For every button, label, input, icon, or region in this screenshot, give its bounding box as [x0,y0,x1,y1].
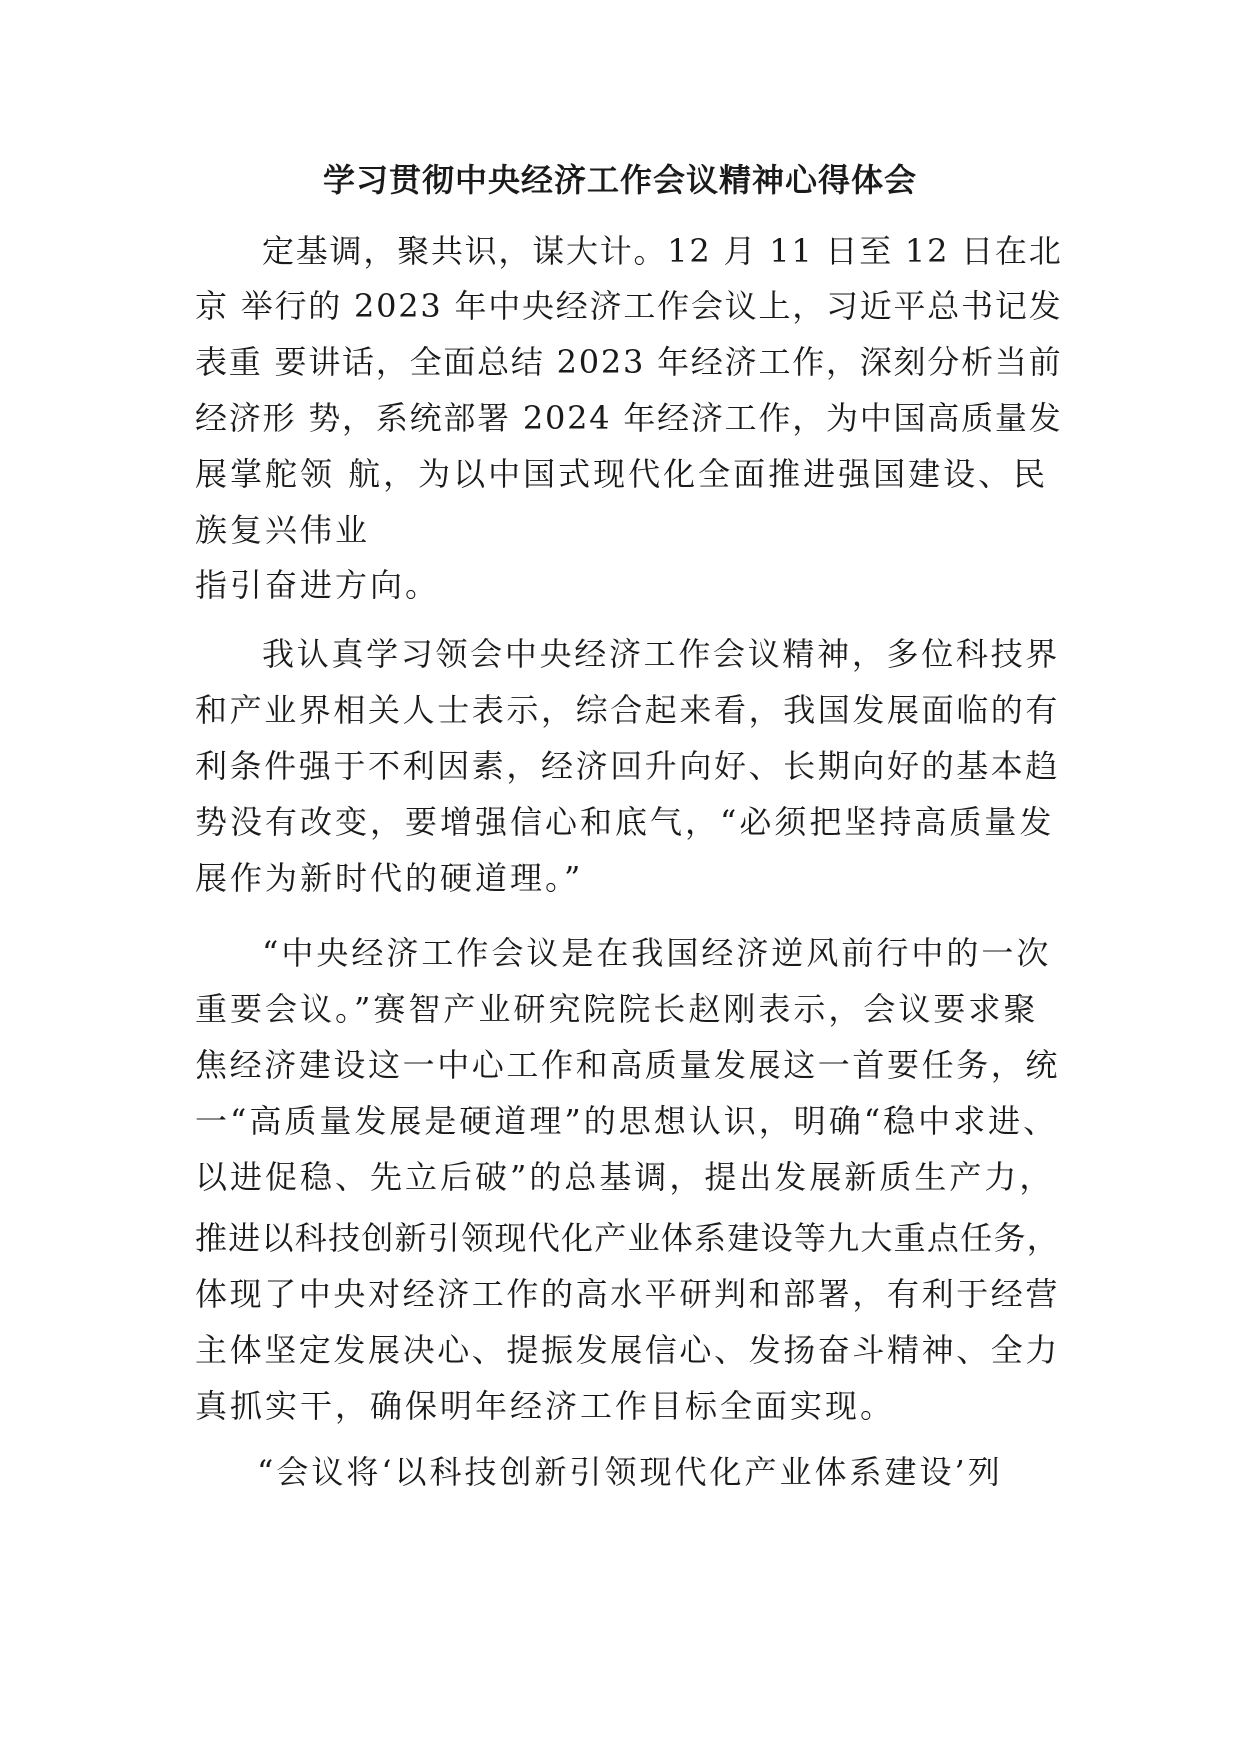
paragraph-3-line-6: 推进以科技创新引领现代化产业体系建设等九大重点任务， [195,1219,1061,1257]
paragraph-1-line-3: 表重 要讲话，全面总结 2023 年经济工作，深刻分析当前 [195,343,1063,381]
paragraph-4-line-1: “会议将‘以科技创新引领现代化产业体系建设’列 [257,1453,1003,1491]
paragraph-2-line-1: 我认真学习领会中央经济工作会议精神，多位科技界 [262,635,1061,673]
paragraph-3-line-9: 真抓实干，确保明年经济工作目标全面实现。 [195,1387,896,1425]
paragraph-3-line-1: “中央经济工作会议是在我国经济逆风前行中的一次 [262,934,1052,972]
document-title: 学习贯彻中央经济工作会议精神心得体会 [322,161,917,199]
paragraph-3-line-3: 焦经济建设这一中心工作和高质量发展这一首要任务，统 [195,1046,1061,1084]
paragraph-3-line-4: 一“高质量发展是硬道理”的思想认识，明确“稳中求进、 [195,1102,1059,1140]
paragraph-2-line-2: 和产业界相关人士表示，综合起来看，我国发展面临的有 [195,691,1061,729]
paragraph-1-line-5: 展掌舵领 航，为以中国式现代化全面推进强国建设、民 [195,455,1049,493]
paragraph-2-line-4: 势没有改变，要增强信心和底气，“必须把坚持高质量发 [195,803,1055,841]
paragraph-3-line-2: 重要会议。”赛智产业研究院院长赵刚表示，会议要求聚 [195,990,1039,1028]
paragraph-1-line-1: 定基调，聚共识，谋大计。12 月 11 日至 12 日在北 [262,232,1063,270]
paragraph-1-line-7: 指引奋进方向。 [195,566,441,604]
paragraph-1-line-6: 族复兴伟业 [195,511,371,549]
paragraph-1-line-4: 经济形 势，系统部署 2024 年经济工作，为中国高质量发 [195,399,1063,437]
paragraph-3-line-8: 主体坚定发展决心、提振发展信心、发扬奋斗精神、全力 [195,1331,1061,1369]
paragraph-3-line-7: 体现了中央对经济工作的高水平研判和部署，有利于经营 [195,1275,1061,1313]
paragraph-3-line-5: 以进促稳、先立后破”的总基调，提出发展新质生产力， [195,1158,1055,1196]
paragraph-1-line-2: 京 举行的 2023 年中央经济工作会议上，习近平总书记发 [195,287,1063,325]
paragraph-2-line-3: 利条件强于不利因素，经济回升向好、长期向好的基本趋 [195,747,1061,785]
paragraph-2-line-5: 展作为新时代的硬道理。” [195,859,584,897]
